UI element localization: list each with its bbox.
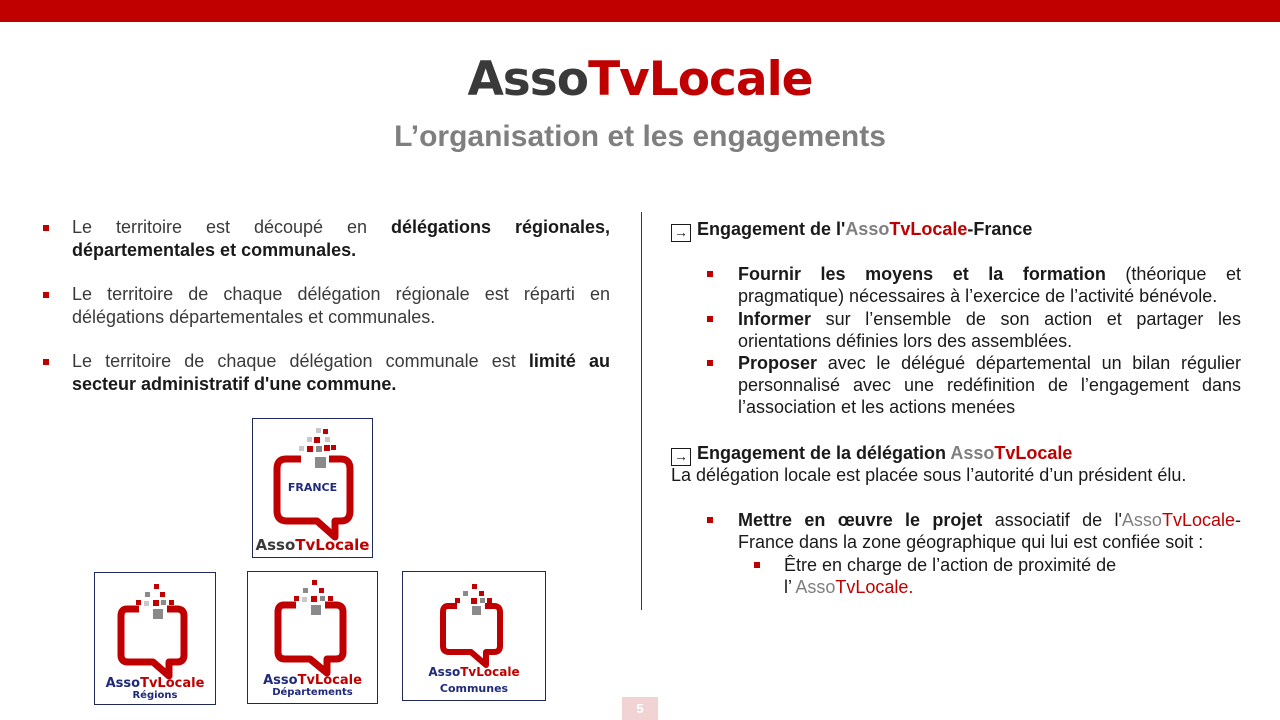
bullet-square-icon <box>707 316 713 322</box>
logo-departements-name: AssoTvLocale <box>263 673 362 688</box>
bullet-square-icon <box>707 271 713 277</box>
engagement-delegation-heading: → Engagement de la délégation AssoTvLocale <box>671 442 1072 466</box>
right-bullet-fournir: Fournir les moyens et la formation (théorique et pragmatique) nécessaires à l’exercice de l’activité bénévole. <box>738 263 1241 307</box>
brand-logo-text <box>0 52 1280 108</box>
logo-communes-sub: Communes <box>439 682 509 695</box>
right-bullet-informer: Informer sur l’ensemble de son action et partager les orientations définies lors des assemblées. <box>738 308 1241 352</box>
bullet-square-icon <box>43 225 49 231</box>
page-title: L’organisation et les engagements <box>394 120 886 153</box>
column-divider <box>641 212 642 610</box>
brand-asso: Asso <box>467 52 589 107</box>
engagement-france-heading: → Engagement de l'AssoTvLocale-France <box>671 218 1032 242</box>
logo-france-name: AssoTvLocale <box>255 536 370 554</box>
sub-bullet-proximite: Être en charge de l’action de proximité de l’ AssoTvLocale. <box>784 554 1164 598</box>
left-bullet-2: Le territoire de chaque délégation régionale est réparti en délégations départementales et communales. <box>40 283 610 329</box>
right-bullet-proposer: Proposer avec le délégué départemental un bilan régulier personnalisé avec une redéfinition de l’engagement dans l’association et les actions menées <box>738 352 1241 418</box>
left-bullet-1: Le territoire est découpé en délégations régionales, départementales et communales. <box>40 216 610 262</box>
logo-france <box>252 418 373 558</box>
bullet-square-icon <box>43 359 49 365</box>
left-column <box>40 216 610 417</box>
logo-regions-name: AssoTvLocale <box>105 676 205 691</box>
logo-departements <box>247 571 378 704</box>
right-bullet-mettre: Mettre en œuvre le projet associatif de l'AssoTvLocale-France dans la zone géographique qui lui est confiée soit : <box>738 509 1241 553</box>
left-bullet-3: Le territoire de chaque délégation communale est limité au secteur administratif d'une commune. <box>40 350 610 396</box>
arrow-right-icon: → <box>671 448 691 466</box>
bullet-square-icon <box>754 562 760 568</box>
brand-tvlocale: TvLocale <box>588 52 813 107</box>
logo-communes-name: AssoTvLocale <box>428 665 520 679</box>
logo-france-inner-label: FRANCE <box>287 481 338 494</box>
delegation-description: La délégation locale est placée sous l’autorité d’un président élu. <box>671 465 1187 485</box>
page-number: 5 <box>622 697 658 720</box>
arrow-right-icon: → <box>671 224 691 242</box>
bullet-square-icon <box>707 360 713 366</box>
bullet-square-icon <box>43 292 49 298</box>
logo-regions <box>94 572 216 705</box>
top-accent-bar <box>0 0 1280 22</box>
bullet-square-icon <box>707 517 713 523</box>
logo-departements-sub: Départements <box>272 687 353 698</box>
logo-communes <box>402 571 546 701</box>
logo-regions-sub: Régions <box>132 690 178 701</box>
